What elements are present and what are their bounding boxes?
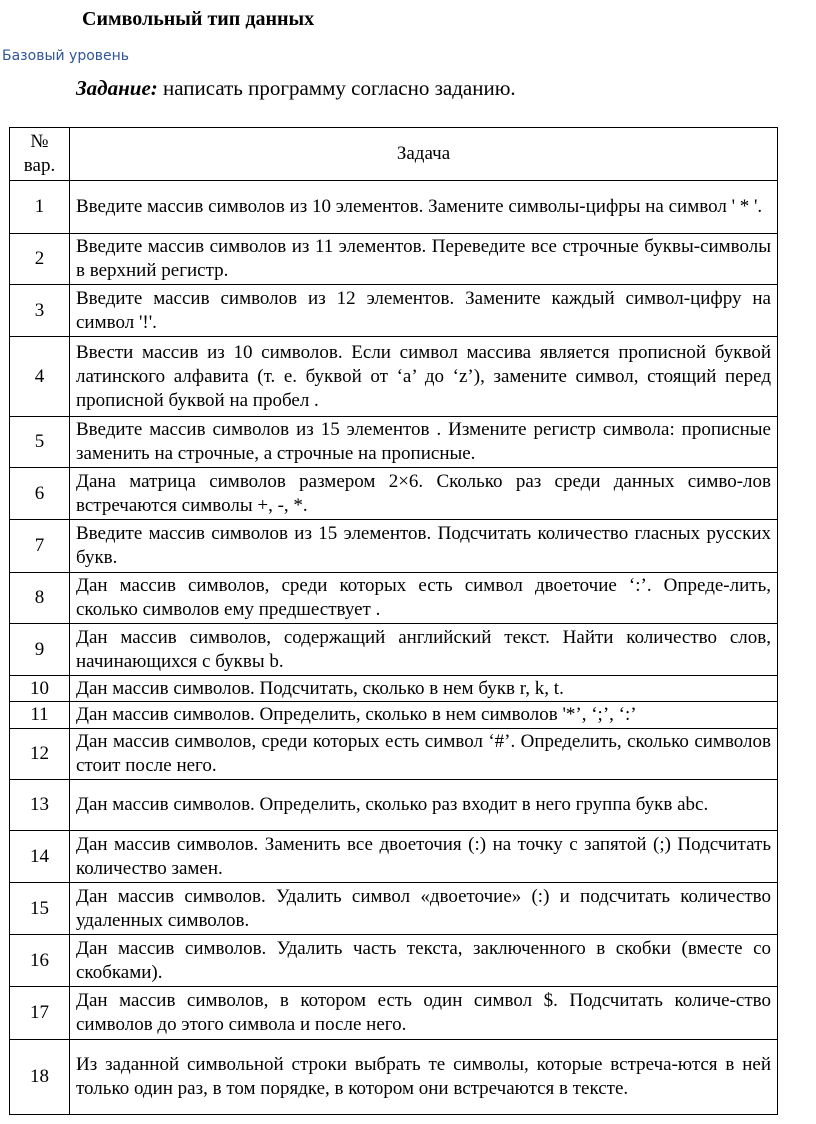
variant-number: 14 — [10, 831, 70, 883]
variant-number: 13 — [10, 780, 70, 831]
variant-number: 2 — [10, 234, 70, 285]
page-title: Символьный тип данных — [82, 8, 315, 30]
table-row — [10, 1040, 778, 1115]
task-description: Введите массив символов из 11 элементов. Переведите все строчные буквы-символы в верхний регистр. — [70, 234, 778, 285]
task-description: Дан массив символов. Определить, сколько в нем символов '*’, ‘;’, ‘:’ — [70, 702, 778, 729]
task-description: Введите массив символов из 15 элементов . Измените регистр символа: прописные заменить на строчные, а строчные на прописные. — [70, 417, 778, 468]
variant-number: 9 — [10, 624, 70, 676]
task-description: Дан массив символов, в котором есть один символ $. Подсчитать количе-ство символов до этого символа и после него. — [70, 987, 778, 1040]
table-row — [10, 935, 778, 987]
table-row — [10, 573, 778, 624]
table-body — [10, 181, 778, 1115]
task-description: Дана матрица символов размером 2×6. Сколько раз среди данных симво-лов встречаются символы +, -, *. — [70, 468, 778, 520]
variant-number: 4 — [10, 337, 70, 417]
variant-number: 6 — [10, 468, 70, 520]
variant-number: 15 — [10, 883, 70, 935]
table-row — [10, 702, 778, 729]
header-num-abbrev: вар. — [23, 155, 56, 176]
table-row — [10, 624, 778, 676]
variant-number: 3 — [10, 285, 70, 337]
variant-number: 10 — [10, 676, 70, 702]
task-text: написать программу согласно заданию. — [163, 76, 516, 100]
task-description: Введите массив символов из 12 элементов. Замените каждый символ-цифру на символ '!'. — [70, 285, 778, 337]
table-row — [10, 468, 778, 520]
task-description: Из заданной символьной строки выбрать те символы, которые встреча-ются в ней только один раз, в том порядке, в котором они встречаются в тексте. — [70, 1040, 778, 1115]
table-header-row — [10, 128, 778, 181]
table-row — [10, 831, 778, 883]
task-description: Дан массив символов. Удалить часть текста, заключенного в скобки (вместе со скобками). — [70, 935, 778, 987]
task-description: Введите массив символов из 15 элементов. Подсчитать количество гласных русских букв. — [70, 520, 778, 573]
table-row — [10, 417, 778, 468]
task-label: Задание: — [76, 76, 158, 100]
task-description: Дан массив символов. Подсчитать, сколько в нем букв r, k, t. — [70, 676, 778, 702]
variant-number: 8 — [10, 573, 70, 624]
variant-number: 16 — [10, 935, 70, 987]
table-row — [10, 520, 778, 573]
variant-number: 1 — [10, 181, 70, 234]
task-description: Дан массив символов. Заменить все двоеточия (:) на точку с запятой (;) Подсчитать количество замен. — [70, 831, 778, 883]
tasks-table — [9, 127, 778, 1115]
task-description: Дан массив символов, среди которых есть символ двоеточие ‘:’. Опреде-лить, сколько символов ему предшествует . — [70, 573, 778, 624]
variant-number: 7 — [10, 520, 70, 573]
table-row — [10, 285, 778, 337]
task-description: Дан массив символов. Определить, сколько раз входит в него группа букв abc. — [70, 780, 778, 831]
level-label: Базовый уровень — [2, 48, 130, 64]
variant-number: 11 — [10, 702, 70, 729]
variant-number: 5 — [10, 417, 70, 468]
table-row — [10, 676, 778, 702]
task-description: Дан массив символов, среди которых есть символ ‘#’. Определить, сколько символов стоит после него. — [70, 729, 778, 780]
table-row — [10, 883, 778, 935]
table-row — [10, 234, 778, 285]
table-row — [10, 337, 778, 417]
header-variant-number — [10, 128, 70, 181]
task-description: Дан массив символов, содержащий английский текст. Найти количество слов, начинающихся с буквы b. — [70, 624, 778, 676]
table-row — [10, 987, 778, 1040]
table-row — [10, 780, 778, 831]
header-num-symbol: № — [30, 131, 49, 152]
variant-number: 17 — [10, 987, 70, 1040]
header-task: Задача — [70, 128, 778, 181]
task-description: Дан массив символов. Удалить символ «двоеточие» (:) и подсчитать количество удаленных символов. — [70, 883, 778, 935]
variant-number: 12 — [10, 729, 70, 780]
table-row — [10, 729, 778, 780]
task-statement — [76, 76, 516, 101]
task-description: Введите массив символов из 10 элементов. Замените символы-цифры на символ ' * '. — [70, 181, 778, 234]
table-row — [10, 181, 778, 234]
task-description: Ввести массив из 10 символов. Если символ массива является прописной буквой латинского алфавита (т. е. буквой от ‘a’ до ‘z’), замените символ, стоящий перед прописной буквой на пробел . — [70, 337, 778, 417]
variant-number: 18 — [10, 1040, 70, 1115]
